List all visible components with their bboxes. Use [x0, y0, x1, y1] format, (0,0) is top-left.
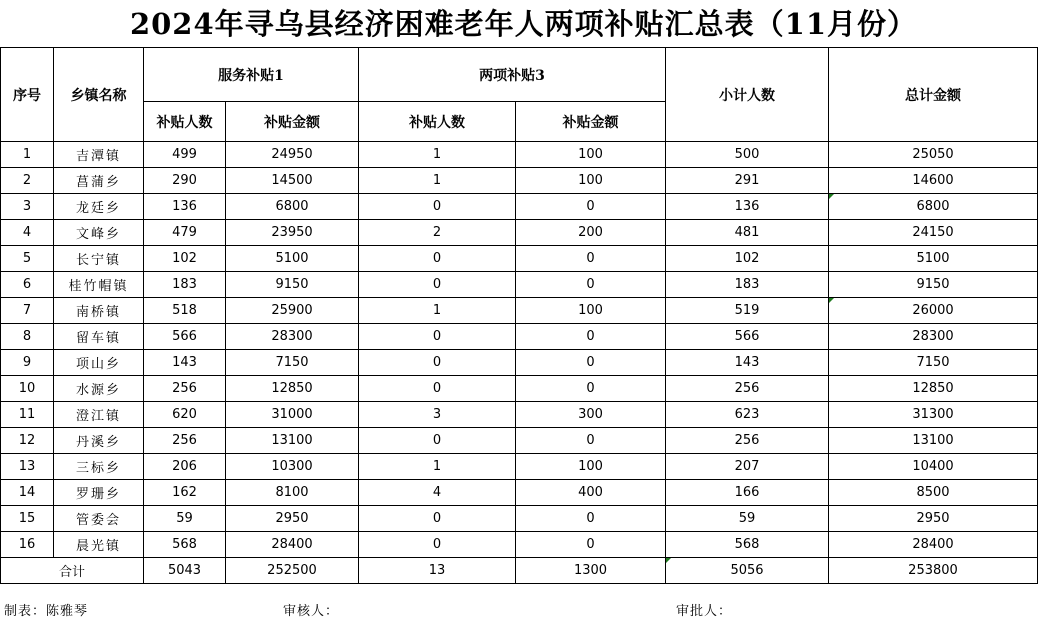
cell-seq[interactable]: 7 [1, 298, 54, 324]
footer-maker [4, 600, 88, 620]
cell-subtotal-count[interactable]: 102 [666, 246, 829, 272]
cell-service-amount[interactable]: 31000 [226, 402, 359, 428]
cell-service-count[interactable]: 59 [144, 506, 226, 532]
table-row [1, 142, 1038, 168]
cell-total-amount[interactable]: 28400 [829, 532, 1038, 558]
cell-service-amount[interactable]: 8100 [226, 480, 359, 506]
cell-two-amount[interactable]: 0 [516, 350, 666, 376]
footer-maker-text: 制表：陈雅琴 [4, 604, 89, 619]
cell-subtotal-count[interactable]: 166 [666, 480, 829, 506]
header-service-count[interactable]: 补贴人数 [144, 102, 226, 142]
cell-two-amount[interactable]: 300 [516, 402, 666, 428]
cell-service-amount[interactable]: 13100 [226, 428, 359, 454]
cell-town[interactable]: 桂竹帽镇 [54, 272, 144, 298]
cell-service-count[interactable]: 290 [144, 168, 226, 194]
cell-service-amount[interactable]: 5100 [226, 246, 359, 272]
totals-row [1, 558, 1038, 584]
cell-seq[interactable]: 8 [1, 324, 54, 350]
cell-subtotal-count[interactable]: 291 [666, 168, 829, 194]
header-town[interactable]: 乡镇名称 [54, 48, 144, 142]
cell-two-amount[interactable]: 0 [516, 246, 666, 272]
cell-service-count[interactable]: 206 [144, 454, 226, 480]
cell-town[interactable]: 长宁镇 [54, 246, 144, 272]
totals-label[interactable]: 合计 [1, 558, 144, 584]
cell-seq[interactable]: 3 [1, 194, 54, 220]
cell-total-amount[interactable]: 25050 [829, 142, 1038, 168]
header-two-subsidies[interactable]: 两项补贴3 [359, 48, 666, 102]
cell-service-amount[interactable]: 28400 [226, 532, 359, 558]
table-row [1, 506, 1038, 532]
header-seq[interactable]: 序号 [1, 48, 54, 142]
cell-town[interactable]: 留车镇 [54, 324, 144, 350]
table-row [1, 402, 1038, 428]
cell-two-count[interactable]: 0 [359, 324, 516, 350]
cell-two-amount[interactable]: 100 [516, 454, 666, 480]
footer-reviewer-text: 审核人： [283, 604, 340, 619]
cell-town[interactable]: 文峰乡 [54, 220, 144, 246]
cell-service-amount[interactable]: 2950 [226, 506, 359, 532]
cell-two-count[interactable]: 0 [359, 272, 516, 298]
table-row [1, 532, 1038, 558]
cell-two-amount[interactable]: 0 [516, 428, 666, 454]
cell-seq[interactable]: 12 [1, 428, 54, 454]
cell-service-count[interactable]: 102 [144, 246, 226, 272]
cell-service-count[interactable]: 566 [144, 324, 226, 350]
cell-two-count[interactable]: 0 [359, 506, 516, 532]
cell-two-count[interactable]: 0 [359, 194, 516, 220]
cell-two-count[interactable]: 1 [359, 142, 516, 168]
cell-service-count[interactable]: 183 [144, 272, 226, 298]
totals-total-amount[interactable]: 253800 [829, 558, 1038, 584]
table-row [1, 220, 1038, 246]
cell-seq[interactable]: 1 [1, 142, 54, 168]
cell-total-amount[interactable]: 12850 [829, 376, 1038, 402]
cell-town[interactable]: 吉潭镇 [54, 142, 144, 168]
footer-reviewer [283, 600, 339, 620]
cell-two-count[interactable]: 4 [359, 480, 516, 506]
cell-subtotal-count[interactable]: 481 [666, 220, 829, 246]
table-row [1, 298, 1038, 324]
cell-service-count[interactable]: 256 [144, 428, 226, 454]
cell-subtotal-count[interactable]: 256 [666, 376, 829, 402]
table-row [1, 324, 1038, 350]
header-service-subsidy[interactable]: 服务补贴1 [144, 48, 359, 102]
table-row [1, 428, 1038, 454]
totals-two-amount[interactable]: 1300 [516, 558, 666, 584]
cell-two-amount[interactable]: 100 [516, 142, 666, 168]
cell-seq[interactable]: 10 [1, 376, 54, 402]
cell-seq[interactable]: 2 [1, 168, 54, 194]
cell-town[interactable]: 丹溪乡 [54, 428, 144, 454]
sheet-title: 2024年寻乌县经济困难老年人两项补贴汇总表（11月份） [129, 7, 918, 41]
cell-service-count[interactable]: 620 [144, 402, 226, 428]
cell-two-count[interactable]: 1 [359, 298, 516, 324]
cell-subtotal-count[interactable]: 183 [666, 272, 829, 298]
cell-town[interactable]: 澄江镇 [54, 402, 144, 428]
cell-service-count[interactable]: 143 [144, 350, 226, 376]
cell-service-count[interactable]: 162 [144, 480, 226, 506]
cell-service-amount[interactable]: 12850 [226, 376, 359, 402]
table-row [1, 454, 1038, 480]
totals-two-count[interactable]: 13 [359, 558, 516, 584]
cell-service-amount[interactable]: 14500 [226, 168, 359, 194]
cell-two-count[interactable]: 3 [359, 402, 516, 428]
cell-total-amount[interactable]: 24150 [829, 220, 1038, 246]
cell-two-amount[interactable]: 0 [516, 506, 666, 532]
cell-service-amount[interactable]: 25900 [226, 298, 359, 324]
cell-total-amount[interactable]: 9150 [829, 272, 1038, 298]
cell-service-amount[interactable]: 10300 [226, 454, 359, 480]
cell-total-amount[interactable]: 14600 [829, 168, 1038, 194]
cell-total-amount[interactable]: 6800 [829, 194, 1038, 220]
cell-subtotal-count[interactable]: 143 [666, 350, 829, 376]
cell-seq[interactable]: 11 [1, 402, 54, 428]
cell-subtotal-count[interactable]: 566 [666, 324, 829, 350]
table-row [1, 480, 1038, 506]
cell-total-amount[interactable]: 2950 [829, 506, 1038, 532]
cell-service-count[interactable]: 479 [144, 220, 226, 246]
cell-seq[interactable]: 4 [1, 220, 54, 246]
header-total-amount[interactable]: 总计金额 [829, 48, 1038, 142]
cell-total-amount[interactable]: 13100 [829, 428, 1038, 454]
footer-approver [676, 600, 732, 620]
cell-service-amount[interactable]: 24950 [226, 142, 359, 168]
cell-total-amount[interactable]: 28300 [829, 324, 1038, 350]
table-row [1, 168, 1038, 194]
cell-town[interactable]: 罗珊乡 [54, 480, 144, 506]
cell-two-amount[interactable]: 0 [516, 194, 666, 220]
cell-subtotal-count[interactable]: 519 [666, 298, 829, 324]
cell-two-count[interactable]: 0 [359, 350, 516, 376]
cell-seq[interactable]: 9 [1, 350, 54, 376]
cell-two-amount[interactable]: 100 [516, 168, 666, 194]
cell-total-amount[interactable]: 8500 [829, 480, 1038, 506]
cell-service-count[interactable]: 518 [144, 298, 226, 324]
cell-two-amount[interactable]: 0 [516, 324, 666, 350]
totals-service-count[interactable]: 5043 [144, 558, 226, 584]
cell-two-amount[interactable]: 100 [516, 298, 666, 324]
cell-service-count[interactable]: 568 [144, 532, 226, 558]
cell-service-amount[interactable]: 23950 [226, 220, 359, 246]
cell-two-amount[interactable]: 200 [516, 220, 666, 246]
footer-approver-text: 审批人： [676, 604, 733, 619]
cell-subtotal-count[interactable]: 568 [666, 532, 829, 558]
subsidy-summary-table [0, 47, 1038, 584]
cell-two-count[interactable]: 1 [359, 168, 516, 194]
table-body [1, 142, 1038, 558]
cell-two-amount[interactable]: 400 [516, 480, 666, 506]
cell-seq[interactable]: 16 [1, 532, 54, 558]
header-service-amount[interactable]: 补贴金额 [226, 102, 359, 142]
cell-town[interactable]: 项山乡 [54, 350, 144, 376]
cell-town[interactable]: 管委会 [54, 506, 144, 532]
cell-subtotal-count[interactable]: 207 [666, 454, 829, 480]
header-row-1 [1, 48, 1038, 102]
cell-service-amount[interactable]: 28300 [226, 324, 359, 350]
cell-service-amount[interactable]: 7150 [226, 350, 359, 376]
cell-town[interactable]: 晨光镇 [54, 532, 144, 558]
totals-subtotal-count[interactable]: 5056 [666, 558, 829, 584]
cell-seq[interactable]: 13 [1, 454, 54, 480]
cell-subtotal-count[interactable]: 623 [666, 402, 829, 428]
totals-service-amount[interactable]: 252500 [226, 558, 359, 584]
cell-seq[interactable]: 5 [1, 246, 54, 272]
cell-service-count[interactable]: 256 [144, 376, 226, 402]
cell-subtotal-count[interactable]: 500 [666, 142, 829, 168]
cell-town[interactable]: 水源乡 [54, 376, 144, 402]
cell-two-count[interactable]: 0 [359, 428, 516, 454]
cell-town[interactable]: 龙廷乡 [54, 194, 144, 220]
cell-seq[interactable]: 6 [1, 272, 54, 298]
cell-two-count[interactable]: 2 [359, 220, 516, 246]
cell-total-amount[interactable]: 10400 [829, 454, 1038, 480]
cell-total-amount[interactable]: 31300 [829, 402, 1038, 428]
cell-seq[interactable]: 14 [1, 480, 54, 506]
cell-seq[interactable]: 15 [1, 506, 54, 532]
cell-service-count[interactable]: 136 [144, 194, 226, 220]
cell-subtotal-count[interactable]: 256 [666, 428, 829, 454]
cell-two-count[interactable]: 0 [359, 532, 516, 558]
table-row [1, 194, 1038, 220]
cell-two-amount[interactable]: 0 [516, 272, 666, 298]
header-two-amount[interactable]: 补贴金额 [516, 102, 666, 142]
header-subtotal-count[interactable]: 小计人数 [666, 48, 829, 142]
cell-two-amount[interactable]: 0 [516, 532, 666, 558]
cell-town[interactable]: 菖蒲乡 [54, 168, 144, 194]
cell-service-amount[interactable]: 9150 [226, 272, 359, 298]
cell-two-count[interactable]: 1 [359, 454, 516, 480]
table-row [1, 376, 1038, 402]
cell-subtotal-count[interactable]: 136 [666, 194, 829, 220]
cell-service-amount[interactable]: 6800 [226, 194, 359, 220]
cell-total-amount[interactable]: 7150 [829, 350, 1038, 376]
cell-total-amount[interactable]: 26000 [829, 298, 1038, 324]
cell-two-count[interactable]: 0 [359, 246, 516, 272]
cell-two-count[interactable]: 0 [359, 376, 516, 402]
header-two-count[interactable]: 补贴人数 [359, 102, 516, 142]
cell-two-amount[interactable]: 0 [516, 376, 666, 402]
table-row [1, 350, 1038, 376]
cell-town[interactable]: 三标乡 [54, 454, 144, 480]
cell-subtotal-count[interactable]: 59 [666, 506, 829, 532]
cell-service-count[interactable]: 499 [144, 142, 226, 168]
table-row [1, 246, 1038, 272]
cell-total-amount[interactable]: 5100 [829, 246, 1038, 272]
cell-town[interactable]: 南桥镇 [54, 298, 144, 324]
table-row [1, 272, 1038, 298]
